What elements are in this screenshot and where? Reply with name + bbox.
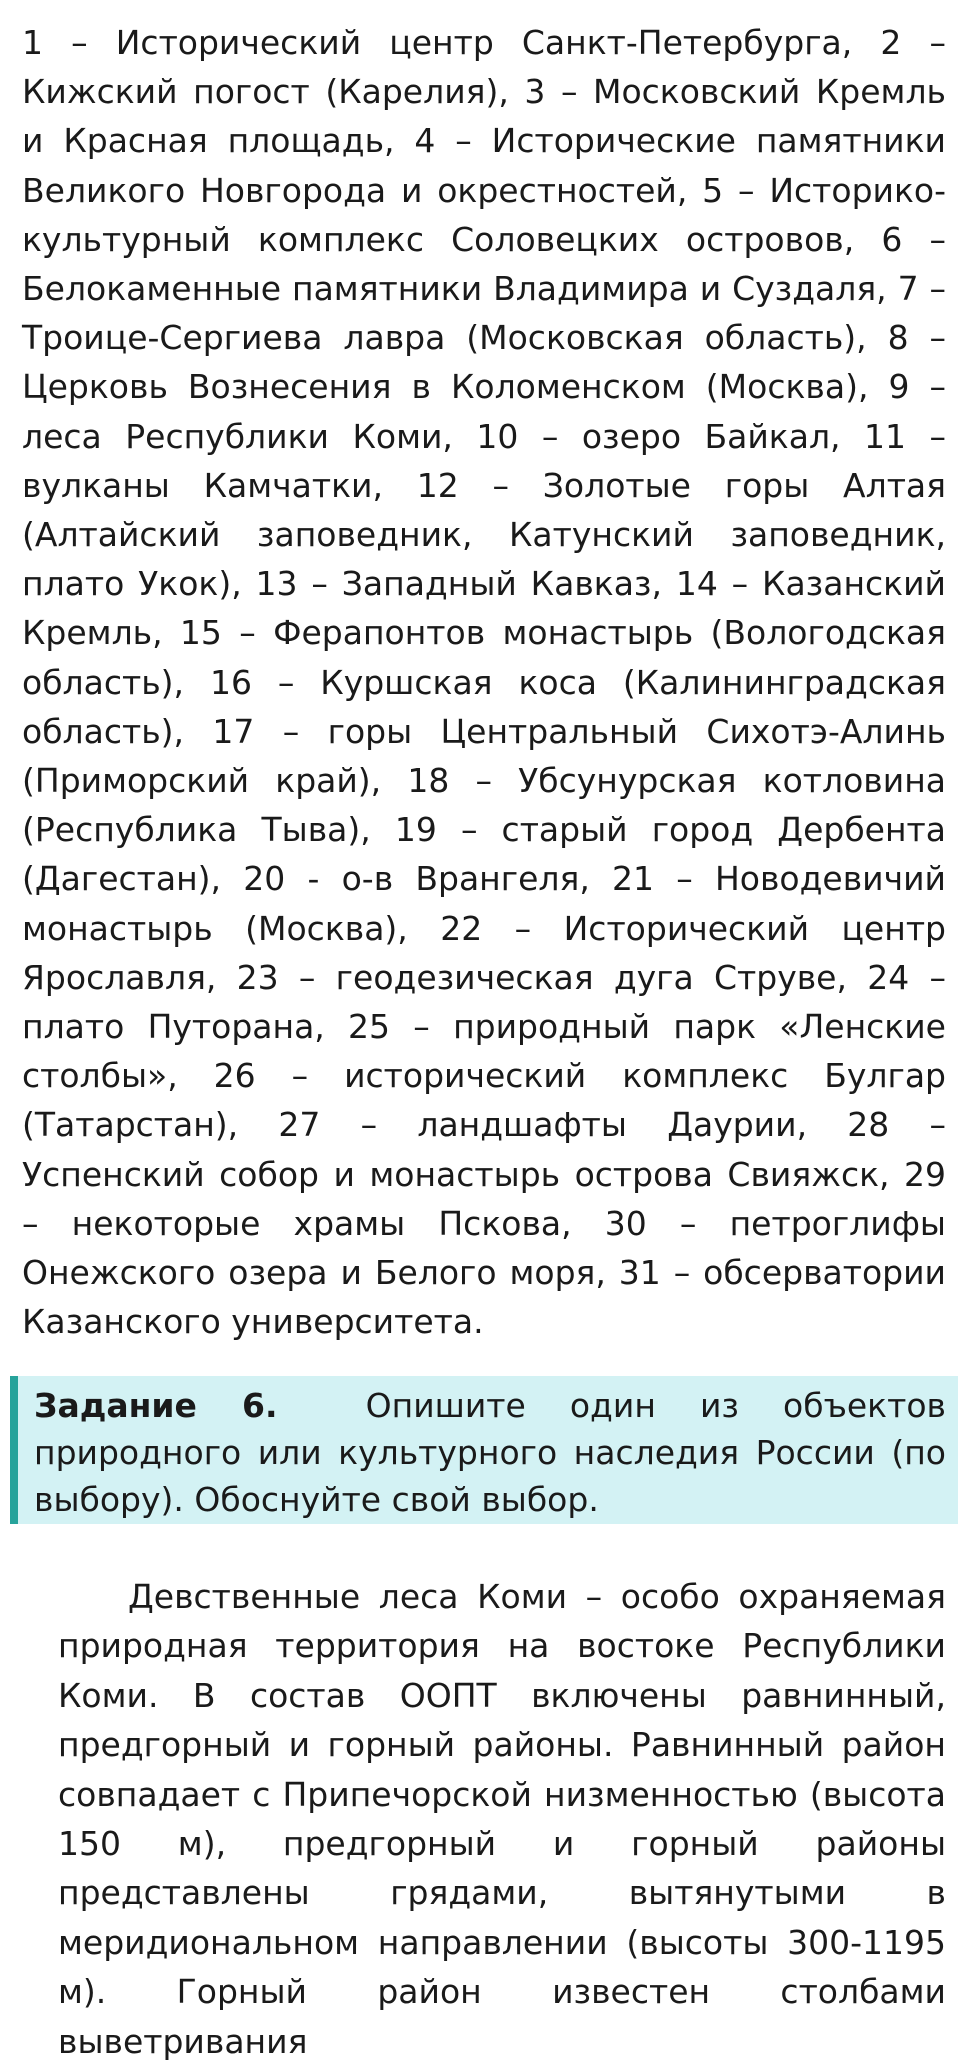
- heritage-list-paragraph: 1 – Исторический центр Санкт-Петербурга, 2 – Кижский погост (Карелия), 3 – Московский Кремль и Красная площадь, 4 – Исторические памятники Великого Новгорода и окрестностей, 5 – Историко-культурный комплекс Соловецких островов, 6 – Белокаменные памятники Владимира и Суздаля, 7 – Троице-Сергиева лавра (Московская область), 8 – Церковь Вознесения в Коломенском (Москва), 9 – леса Республики Коми, 10 – озеро Байкал, 11 – вулканы Камчатки, 12 – Золотые горы Алтая (Алтайский заповедник, Катунский заповедник, плато Укок), 13 – Западный Кавказ, 14 – Казанский Кремль, 15 – Ферапонтов монастырь (Вологодская область), 16 – Куршская коса (Калининградская область), 17 – горы Центральный Сихотэ-Алинь (Приморский край), 18 – Убсунурская котловина (Республика Тыва), 19 – старый город Дербента (Дагестан), 20 - о-в Врангеля, 21 – Новодевичий монастырь (Москва), 22 – Исторический центр Ярославля, 23 – геодезическая дуга Струве, 24 – плато Путорана, 25 – природный парк «Ленские столбы», 26 – исторический комплекс Булгар (Татарстан), 27 – ландшафты Даурии, 28 – Успенский собор и монастырь острова Свияжск, 29 – некоторые храмы Пскова, 30 – петроглифы Онежского озера и Белого моря, 31 – обсерватории Казанского университета.: [22, 23, 946, 1342]
- task-box: [10, 1376, 958, 1524]
- answer-paragraph: Девственные леса Коми – особо охраняемая природная территория на востоке Республики Коми. В состав ООПТ включены равнинный, предгорный и горный районы. Равнинный район совпадает с Припечорской низменностью (высота 150 м), предгорный и горный районы представлены грядами, вытянутыми в меридиональном направлении (высоты 300-1195 м). Горный район известен столбами выветривания: [58, 1577, 946, 2061]
- task-title: Задание 6.: [34, 1386, 278, 1425]
- task-text: Опишите один из объектов природного или культурного наследия России (по выбору). Обоснуйте свой выбор.: [34, 1386, 946, 1519]
